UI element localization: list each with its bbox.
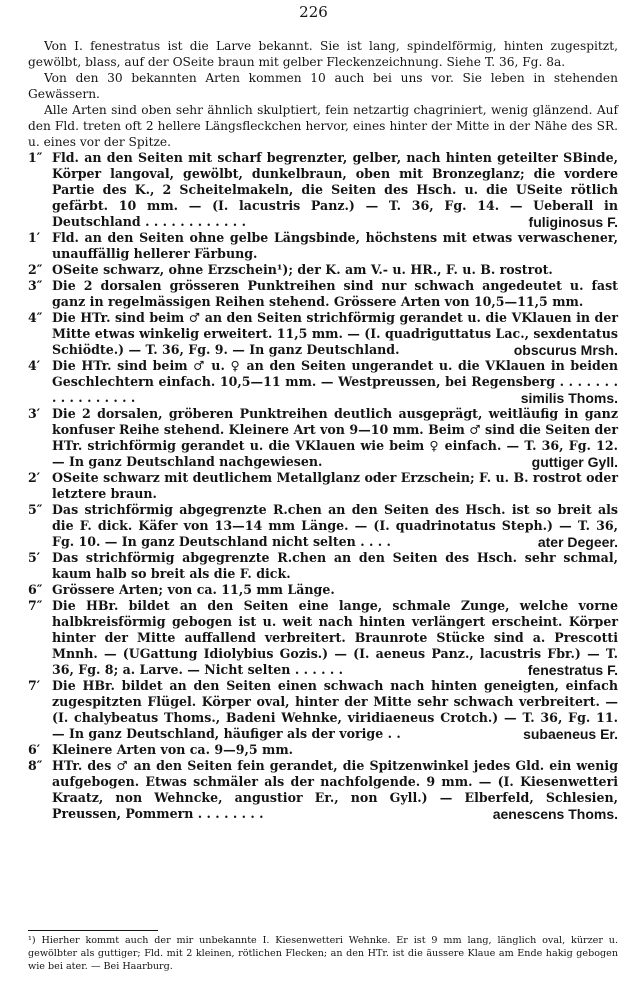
- key-entry: [28, 358, 618, 406]
- key-text: Kleinere Arten von ca. 9—9,5 mm.: [52, 742, 294, 757]
- intro-paragraph-larva: Von I. fenestratus ist die Larve bekannt. Sie ist lang, spindelförmig, hinten zugespitzt, gewölbt, blass, auf der OSeite braun mit gelber Fleckenzeichnung. Siehe T. 36, Fg. 8a.: [28, 39, 618, 69]
- key-text: Fld. an den Seiten ohne gelbe Längsbinde, höchstens mit etwas verwaschener, unauffällig hellerer Färbung.: [52, 230, 618, 261]
- species-name: subaeneus Er.: [523, 726, 618, 742]
- key-text: Die HBr. bildet an den Seiten eine lange, schmale Zunge, welche vorne halbkreisförmig gebogen ist u. weit nach hinten verlängert erscheint. Körper hinter der Mitte auffallend verbreitert. Braunrote Stücke sind a. Prescotti Mnnh. — (UGattung Idiolybius Gozis.) — (I. aeneus Panz., lacustris Fbr.) — T. 36, Fg. 8; a. Larve. — Nicht selten . . . . . .: [52, 598, 618, 677]
- page-body: [28, 38, 618, 822]
- key-entry: [28, 262, 618, 278]
- key-entry: [28, 678, 618, 742]
- key-text: Die HTr. sind beim ♂ u. ♀ an den Seiten ungerandet u. die VKlauen in beiden Geschlechtern einfach. 10,5—11 mm. — Westpreussen, bei Regensberg . . . . . . . . . . . . . . . . .: [52, 358, 618, 405]
- page-number: 226: [299, 3, 328, 21]
- key-entry: [28, 278, 618, 310]
- species-name: aenescens Thoms.: [492, 806, 618, 822]
- key-number: 4″: [28, 310, 43, 325]
- key-entry: [28, 582, 618, 598]
- key-number: 8″: [28, 758, 43, 773]
- species-name: similis Thoms.: [520, 390, 618, 406]
- key-text: Fld. an den Seiten mit scharf begrenzter, gelber, nach hinten geteilter SBinde, Körper langoval, gewölbt, dunkelbraun, oben mit Bronzeglanz; die vordere Partie des K., 2 Scheitelmakeln, die Seiten des Hsch. u. die USeite rötlich gefärbt. 10 mm. — (I. lacustris Panz.) — T. 36, Fg. 14. — Ueberall in Deutschland . . . . . . . . . . . .: [52, 150, 618, 229]
- species-name: obscurus Mrsh.: [513, 342, 618, 358]
- key-number: 2″: [28, 262, 43, 277]
- key-text: HTr. des ♂ an den Seiten fein gerandet, die Spitzenwinkel jedes Gld. ein wenig aufgebogen. Etwas schmäler als der nachfolgende. 9 mm. — (I. Kiesenwetteri Kraatz, non Wehncke, angustior Er., non Gyll.) — Elberfeld, Schlesien, Preussen, Pommern . . . . . . . .: [52, 758, 618, 821]
- key-number: 3″: [28, 278, 43, 293]
- key-number: 3′: [28, 406, 41, 421]
- key-entry: [28, 230, 618, 262]
- key-number: 6′: [28, 742, 41, 757]
- key-number: 1″: [28, 150, 43, 165]
- key-text: Die HBr. bildet an den Seiten einen schwach nach hinten geneigten, einfach zugespitzten Flügel. Körper oval, hinter der Mitte sehr schwach verbreitert. — (I. chalybeatus Thoms., Badeni Wehnke, viridiaeneus Crotch.) — T. 36, Fg. 11. — In ganz Deutschland, häufiger als der vorige . .: [52, 678, 618, 741]
- species-name: ater Degeer.: [537, 534, 618, 550]
- key-entry: [28, 758, 618, 822]
- key-number: 5′: [28, 550, 41, 565]
- key-number: 7′: [28, 678, 41, 693]
- intro-paragraph-species-count: Von den 30 bekannten Arten kommen 10 auch bei uns vor. Sie leben in stehenden Gewässern.: [28, 71, 618, 101]
- key-text: OSeite schwarz, ohne Erzschein¹); der K. am V.- u. HR., F. u. B. rostrot.: [52, 262, 553, 277]
- key-number: 5″: [28, 502, 43, 517]
- key-text: Die 2 dorsalen grösseren Punktreihen sind nur schwach angedeutet u. fast ganz in regelmässigen Reihen stehend. Grössere Arten von 10,5—11,5 mm.: [52, 278, 618, 309]
- key-entry: [28, 406, 618, 470]
- intro-paragraph-sculpture: Alle Arten sind oben sehr ähnlich skulptiert, fein netzartig chagriniert, wenig glänzend. Auf den Fld. treten oft 2 hellere Längsfleckchen hervor, eines hinter der Mitte in der Nähe des SR. u. eines vor der Spitze.: [28, 103, 618, 149]
- key-text: Die 2 dorsalen, gröberen Punktreihen deutlich ausgeprägt, weitläufig in ganz konfuser Reihe stehend. Kleinere Art von 9—10 mm. Beim ♂ sind die Seiten der HTr. strichförmig gerandet u. die VKlauen wie beim ♀ einfach. — T. 36, Fg. 12. — In ganz Deutschland nachgewiesen.: [52, 406, 618, 469]
- species-name: fuliginosus F.: [528, 214, 618, 230]
- footnote: ¹) Hierher kommt auch der mir unbekannte I. Kiesenwetteri Wehnke. Er ist 9 mm lang, länglich oval, kürzer u. gewölbter als guttiger; Fld. mit 2 kleinen, rötlichen Flecken; an den HTr. ist die äussere Klaue am Ende hakig gebogen wie bei ater. — Bei Haarburg.: [28, 935, 618, 972]
- footnote-divider: [28, 930, 158, 931]
- key-text: OSeite schwarz mit deutlichem Metallglanz oder Erzschein; F. u. B. rostrot oder letztere braun.: [52, 470, 618, 501]
- key-entry: [28, 310, 618, 358]
- key-text: Grössere Arten; von ca. 11,5 mm Länge.: [52, 582, 335, 597]
- key-number: 2′: [28, 470, 41, 485]
- key-number: 4′: [28, 358, 41, 373]
- species-name: guttiger Gyll.: [531, 454, 618, 470]
- key-entry: [28, 502, 618, 550]
- key-entry: [28, 598, 618, 678]
- key-entry: [28, 550, 618, 582]
- key-number: 1′: [28, 230, 41, 245]
- species-name: fenestratus F.: [527, 662, 618, 678]
- key-entry: [28, 742, 618, 758]
- key-entry: [28, 150, 618, 230]
- key-text: Das strichförmig abgegrenzte R.chen an den Seiten des Hsch. ist so breit als die F. dick. Käfer von 13—14 mm Länge. — (I. quadrinotatus Steph.) — T. 36, Fg. 10. — In ganz Deutschland nicht selten . . . .: [52, 502, 618, 549]
- key-entry: [28, 470, 618, 502]
- key-number: 7″: [28, 598, 43, 613]
- key-number: 6″: [28, 582, 43, 597]
- key-text: Das strichförmig abgegrenzte R.chen an den Seiten des Hsch. sehr schmal, kaum halb so breit als die F. dick.: [52, 550, 618, 581]
- key-text: Die HTr. sind beim ♂ an den Seiten strichförmig gerandet u. die VKlauen in der Mitte etwas winkelig erweitert. 11,5 mm. — (I. quadriguttatus Lac., sexdentatus Schiödte.) — T. 36, Fg. 9. — In ganz Deutschland.: [52, 310, 618, 357]
